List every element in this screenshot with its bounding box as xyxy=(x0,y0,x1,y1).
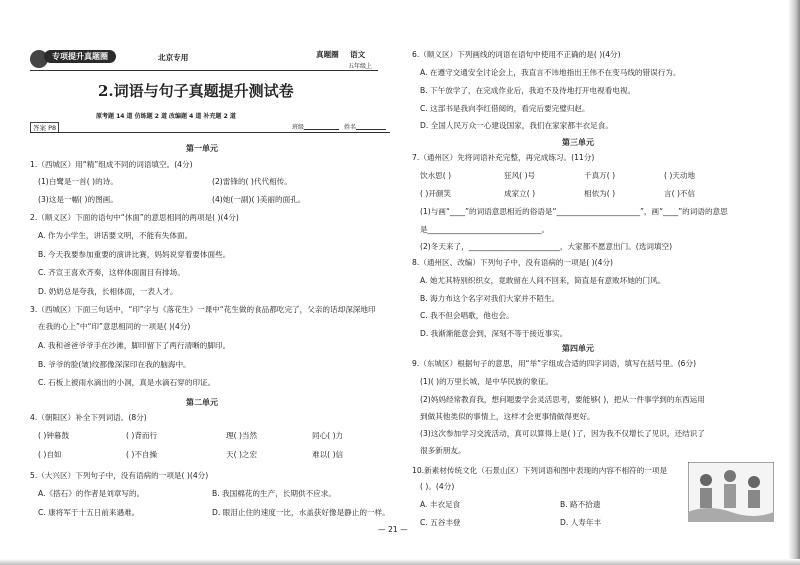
q4-item: 天( )之宏 xyxy=(226,450,258,459)
series-badge: 专项提升真题圈 xyxy=(44,50,116,63)
q6-option-a: A. 在遵守交通安全讨论会上，我直言不讳地指出王伟不在变马线的错误行为。 xyxy=(420,68,681,77)
q2-stem: 2.（顺义区）下面的语句中“休面”的意思相同的两项是( )(4分) xyxy=(30,213,239,222)
q10-option-a: A. 丰衣足食 xyxy=(420,500,461,509)
q8-option-a: A. 她尤其特别织织女，竟敢留在人间不回来，简直是有意败坏她的门风。 xyxy=(420,276,666,285)
q7-item: 千真万( ) xyxy=(584,171,616,180)
q9-line-4: (3)这次参加学习交流活动，真可以算得上是( )了，因为我不仅增长了见识，还结识了 xyxy=(420,429,705,438)
q4-stem: 4.（朝阳区）补全下列词语。(8分) xyxy=(30,413,147,422)
q9-line-2: (2)妈妈经常教育我，想问题要学会灵活思考，要能够( )，把从一件事学到的东西运用 xyxy=(420,395,705,404)
q7-line-3: (2)冬天来了，________________________，大家都不愿意出门。(选词填空) xyxy=(420,242,673,251)
q1-b: (2)雷锋的( )代代相传。 xyxy=(212,177,292,186)
q4-item: ( )背而行 xyxy=(126,431,158,440)
q9-stem: 9.（东城区）根据句子的意思，用“举”字组成合适的四字词语，填写在括号里。(6分) xyxy=(412,359,697,368)
q4-item: ( )不自操 xyxy=(126,450,158,459)
q3-stem-2: 在我的心上”中“印”意思相同的一项是( )(4分) xyxy=(38,322,191,331)
q7-item: 饮水思( ) xyxy=(420,171,452,180)
q2-option-d: D. 奶奶总是夸我，长相体面，一表人才。 xyxy=(38,287,178,296)
q9-line-3: 到做其他类似的事情上，这样才会更事情做得更好。 xyxy=(420,412,595,421)
q7-item: 成家立( ) xyxy=(504,189,536,198)
q1-a: (1)白鹭是一首( )的诗。 xyxy=(38,177,118,186)
q9-line-5: 很多新朋友。 xyxy=(420,446,466,455)
q1-stem: 1.（西城区）用“精”组成不同的词语填空。(4分) xyxy=(30,160,193,169)
q7-item: 狂风( )号 xyxy=(504,171,536,180)
q10-stem: 10.新素材传统文化（石景山区）下列词语和图中表现的内容不相符的一项是 xyxy=(412,466,668,475)
q3-option-b: B. 爷爷的脸(皱)纹都像深深印在我的脑海中。 xyxy=(38,360,191,369)
q3-option-a: A. 我和爸爸爷爷手在沙滩，脚印留下了两行清晰的脚印。 xyxy=(38,341,231,350)
q10-stem-2: ( )。(4分) xyxy=(420,482,455,491)
unit-1-heading: 第一单元 xyxy=(186,144,218,153)
q8-option-c: C. 我不但会唱歌，他也会。 xyxy=(420,311,514,320)
q7-stem: 7.（通州区）先将词语补充完整，再完成练习。(11分) xyxy=(412,153,595,162)
q3-stem: 3.（西城区）下面三句话中，“印”字与《落花生》一课中“花生做的食品都吃完了，父亲的话却深深地印 xyxy=(30,305,376,314)
unit-3-heading: 第三单元 xyxy=(562,138,594,147)
q5-option-b: B. 我国棉花的生产，长期供不应求。 xyxy=(212,489,336,498)
q4-item: ( )钟暮鼓 xyxy=(38,431,70,440)
q6-option-c: C. 这部书是我向李红借阅的，看完后要完璧归赵。 xyxy=(420,104,590,113)
q5-option-c: C. 康将军于十五日前来遇难。 xyxy=(38,508,140,517)
q10-option-b: B. 路不拾遗 xyxy=(560,500,601,509)
header-subject: 语文 xyxy=(350,50,366,59)
q7-item: 言( )不信 xyxy=(664,189,696,198)
q3-option-c: C. 石板上被雨水滴出的小洞，真是水滴石穿的印证。 xyxy=(38,378,216,387)
class-field: 班级 xyxy=(292,124,305,131)
unit-4-heading: 第四单元 xyxy=(562,344,594,353)
name-field: 姓名 xyxy=(344,124,357,131)
q4-item: ( )自如 xyxy=(38,450,62,459)
q2-option-c: C. 齐宣王喜欢齐奏，这样体面面目有排场。 xyxy=(38,268,185,277)
q4-item: 理( )当然 xyxy=(226,431,258,440)
region-label: 北京专用 xyxy=(158,53,189,62)
q7-item: ( )开颜笑 xyxy=(420,189,452,198)
harvest-illustration xyxy=(688,462,774,522)
q1-c: (3)这是一幅( )的图画。 xyxy=(38,195,118,204)
q10-option-d: D. 人寿年丰 xyxy=(560,518,602,527)
q7-item: ( )天动地 xyxy=(664,171,696,180)
header-series: 真题圈 xyxy=(316,50,339,59)
q8-stem: 8.（通州区、改编）下列句子中，没有语病的一项是( )(4分) xyxy=(412,258,613,267)
page-number: — 21 — xyxy=(378,525,408,534)
answer-tag: 答案 P8 xyxy=(30,122,59,133)
q2-option-a: A. 作为小学生，讲话要文明，不能有失体面。 xyxy=(38,231,193,240)
q6-option-b: B. 下午放学了，在完成作业后，我迫不及待地打开电视看电视。 xyxy=(420,86,636,95)
q2-option-b: B. 今天我要参加重要的演讲比赛，妈妈说穿着要体面些。 xyxy=(38,250,231,259)
q5-stem: 5.（大兴区）下列句子中，没有语病的一项是( )(4分) xyxy=(30,471,209,480)
q1-d: (4)她(一副)( )美丽的面孔。 xyxy=(212,195,306,204)
page-title: 2.词语与句子真题提升测试卷 xyxy=(98,82,294,100)
header-grade: 五年级上 xyxy=(348,63,373,70)
question-stats: 原考题 14 道 仿练题 2 道 改编题 4 道 补充题 2 道 xyxy=(96,113,236,120)
q5-option-d: D. 眼泪止住的速度一比，水盖获好像是静止的一样。 xyxy=(212,508,390,517)
q10-option-c: C. 五谷丰登 xyxy=(420,518,461,527)
unit-2-heading: 第二单元 xyxy=(186,398,218,407)
q8-option-b: B. 海力布这个名字对我们大家并不陌生。 xyxy=(420,294,560,303)
q9-line-1: (1)( )的万里长城，是中华民族的象征。 xyxy=(420,377,554,386)
q6-option-d: D. 全国人民万众一心建设国家，我们在家家都丰衣足食。 xyxy=(420,121,613,130)
q6-stem: 6.（顺义区）下列画线的词语在语句中使用不正确的是( )(4分) xyxy=(412,50,621,59)
q5-option-a: A.《搭石》的作者是刘章写的。 xyxy=(38,489,145,498)
q8-option-d: D. 我渐渐能意会到，深刻不等于接近事实。 xyxy=(420,329,568,338)
q4-item: 难以( )信 xyxy=(312,450,344,459)
q7-line-1: (1)与画“____”的词语意思相近的俗语是“______________________”，画“____”的词语的意思 xyxy=(420,207,728,216)
q4-item: 同心( )力 xyxy=(312,431,344,440)
q7-line-2: 是______________________________。 xyxy=(420,225,550,234)
q7-item: 相依为( ) xyxy=(584,189,616,198)
